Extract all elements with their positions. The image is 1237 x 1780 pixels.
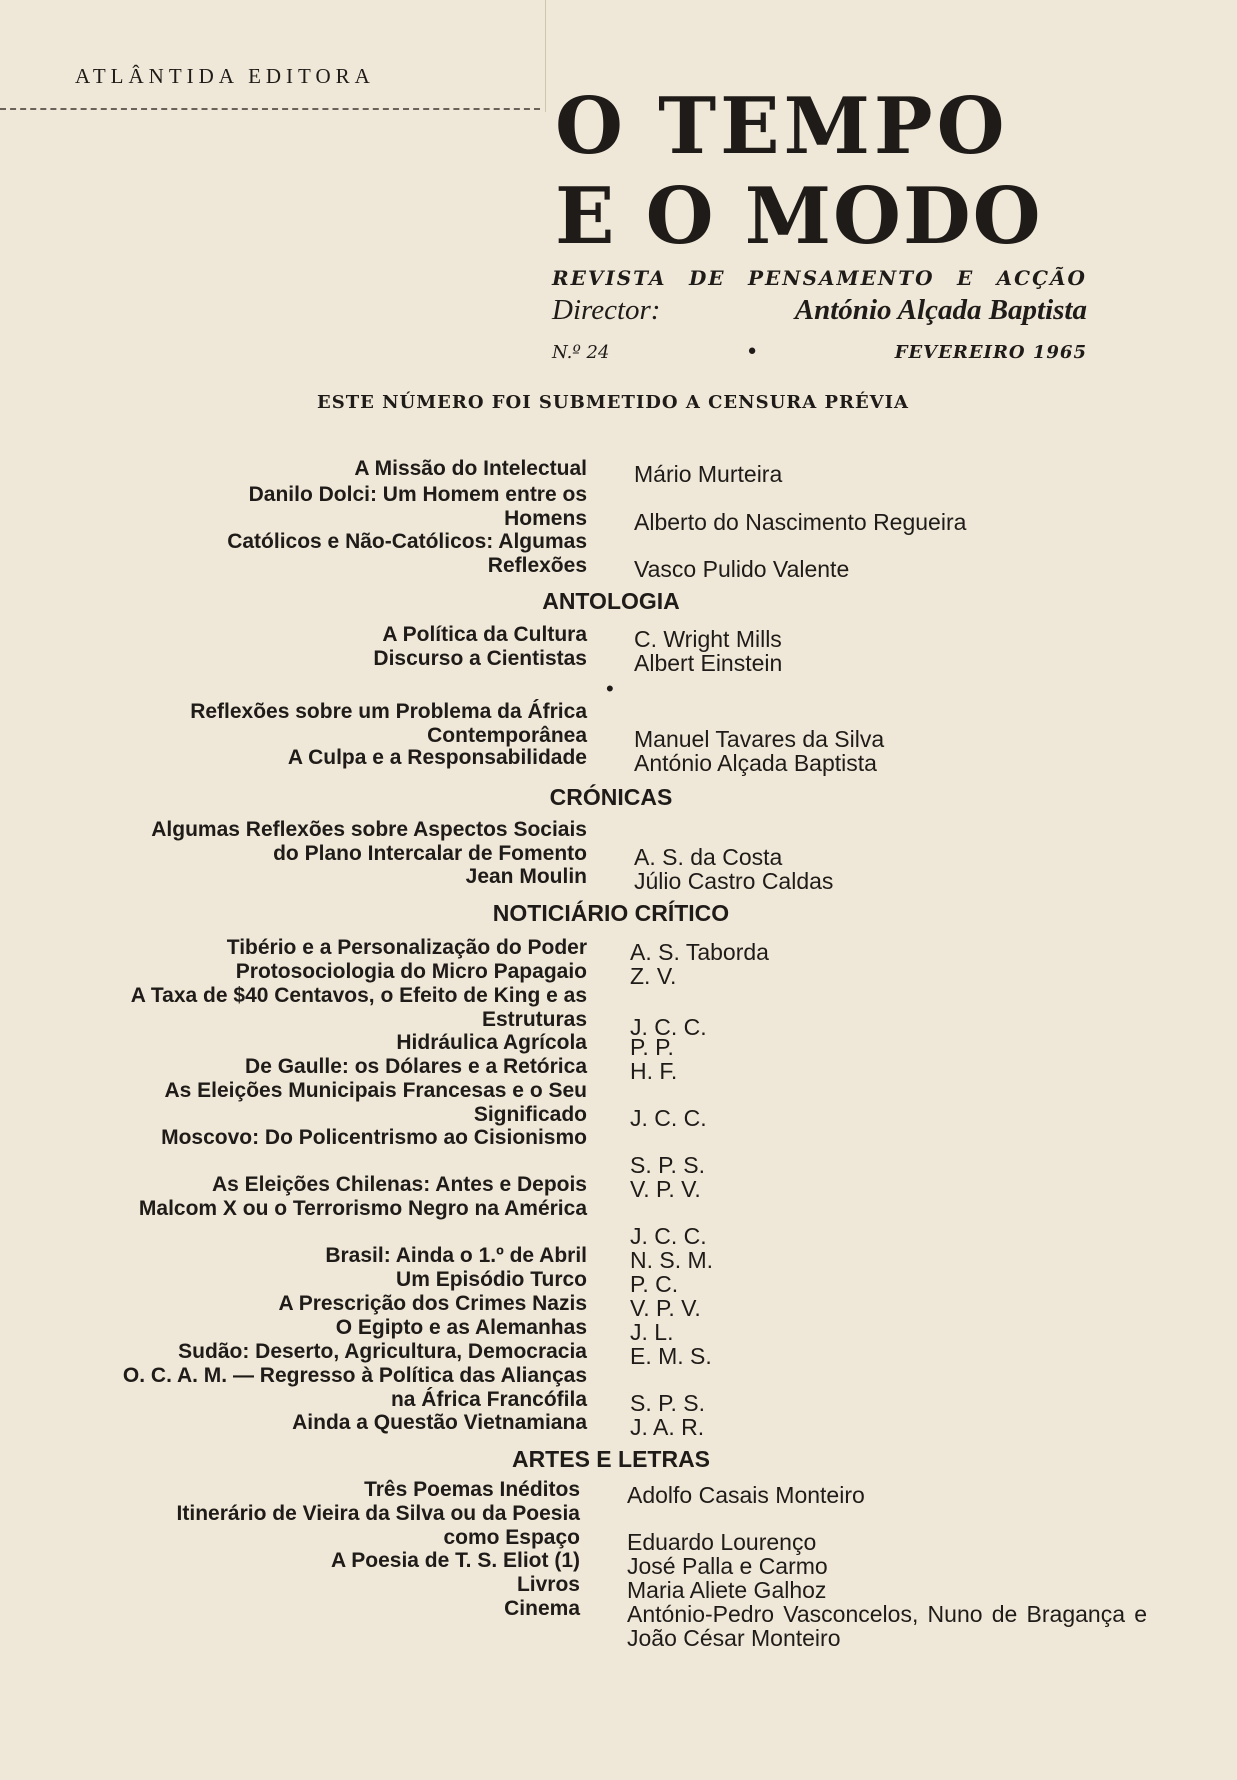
toc-entry-author: P. C. — [630, 1271, 679, 1297]
subtitle-word: PENSAMENTO — [748, 266, 935, 290]
toc-entry-author: Z. V. — [630, 963, 677, 989]
issue-separator-dot: • — [745, 340, 759, 365]
toc-entry-author: J. C. C. — [630, 1223, 707, 1249]
toc-entry-author: Mário Murteira — [634, 461, 783, 487]
toc-entry-title: Hidráulica Agrícola — [396, 1031, 587, 1054]
toc-entry-title: Ainda a Questão Vietnamiana — [292, 1411, 587, 1434]
masthead-subtitle — [552, 266, 1087, 290]
subtitle-word: REVISTA — [552, 266, 667, 290]
toc-entry-author: C. Wright Mills — [634, 626, 782, 652]
toc-entry-title: As Eleições Chilenas: Antes e Depois — [211, 1173, 587, 1196]
toc-entry-title: Moscovo: Do Policentrismo ao Cisionismo — [161, 1126, 587, 1149]
publisher-name: ATLÂNTIDA EDITORA — [75, 64, 375, 88]
issue-number: N.º 24 — [552, 342, 610, 363]
toc-entry-author: J. C. C. — [630, 1105, 707, 1131]
toc-entry-author: J. A. R. — [630, 1414, 705, 1440]
toc-entry-title: A Culpa e a Responsabilidade — [287, 746, 587, 769]
toc-entry-title: A Prescrição dos Crimes Nazis — [278, 1292, 587, 1315]
toc-entry-author: Albert Einstein — [634, 650, 783, 676]
issue-date: FEVEREIRO 1965 — [894, 342, 1087, 363]
toc-entry-author: Manuel Tavares da Silva — [634, 726, 885, 752]
toc-section-heading: NOTICIÁRIO CRÍTICO — [492, 900, 730, 926]
toc-entry-title: Sudão: Deserto, Agricultura, Democracia — [178, 1340, 587, 1363]
toc-entry-author: E. M. S. — [630, 1343, 712, 1369]
toc-entry-author: Júlio Castro Caldas — [634, 868, 834, 894]
toc-entry-author: H. F. — [630, 1058, 678, 1084]
toc-entry-author: J. L. — [630, 1319, 674, 1345]
toc-entry-title: Algumas Reflexões sobre Aspectos Sociais do Plano Intercalar de Fomento — [151, 818, 587, 865]
toc-entry-title: As Eleições Municipais Francesas e o Seu Significado — [164, 1079, 587, 1126]
toc-entry-title: Católicos e Não-Católicos: Algumas Reflexões — [227, 530, 587, 577]
toc-entry-author: V. P. V. — [630, 1295, 701, 1321]
toc-entry-author: Adolfo Casais Monteiro — [627, 1482, 865, 1508]
toc-entry-author: S. P. S. — [630, 1390, 706, 1416]
toc-entry-author: S. P. S. — [630, 1152, 706, 1178]
masthead-line-1: O TEMPO — [555, 81, 1009, 172]
toc-section-heading: ANTOLOGIA — [542, 588, 680, 614]
toc-section-heading: CRÓNICAS — [549, 784, 673, 810]
masthead-line-2: E O MODO — [555, 171, 1043, 262]
toc-entry-author: Alberto do Nascimento Regueira — [634, 509, 967, 535]
dashed-divider — [0, 108, 540, 110]
subtitle-word: DE — [688, 266, 726, 290]
toc-entry-title: De Gaulle: os Dólares e a Retórica — [245, 1055, 587, 1078]
censorship-note: ESTE NÚMERO FOI SUBMETIDO A CENSURA PRÉVIA — [316, 392, 910, 413]
toc-entry-author: A. S. da Costa — [634, 844, 783, 870]
toc-entry-author: P. P. — [630, 1034, 674, 1060]
toc-separator-dot: • — [606, 676, 614, 701]
publisher-label-box — [0, 0, 546, 112]
director-name: António Alçada Baptista — [794, 294, 1087, 326]
toc-entry-title: Malcom X ou o Terrorismo Negro na América — [138, 1197, 587, 1220]
issue-line — [552, 340, 1087, 365]
subtitle-word: E — [956, 266, 975, 290]
toc-entry-author: J. C. C. — [630, 1014, 707, 1040]
toc-entry-author: António Alçada Baptista — [634, 750, 877, 776]
toc-entry-title: O. C. A. M. — Regresso à Política das Alianças na África Francófila — [122, 1364, 587, 1411]
toc-entry-title: Três Poemas Inéditos — [364, 1478, 580, 1501]
toc-entry-title: A Política da Cultura — [382, 623, 587, 646]
toc-entry-title: Danilo Dolci: Um Homem entre os Homens — [248, 483, 587, 530]
toc-entry-title: Cinema — [504, 1597, 580, 1620]
toc-entry-author: Maria Aliete Galhoz — [627, 1577, 827, 1603]
toc-entry-author: N. S. M. — [630, 1247, 714, 1273]
toc-entry-title: Itinerário de Vieira da Silva ou da Poesia como Espaço — [176, 1502, 580, 1549]
toc-entry-title: Livros — [516, 1573, 580, 1596]
toc-entry-title: Um Episódio Turco — [396, 1268, 587, 1291]
toc-entry-author: Vasco Pulido Valente — [634, 556, 850, 582]
toc-entry-title: A Taxa de $40 Centavos, o Efeito de King e as Estruturas — [130, 984, 587, 1031]
toc-entry-title: A Poesia de T. S. Eliot (1) — [331, 1549, 580, 1572]
toc-entry-title: Protosociologia do Micro Papagaio — [235, 960, 587, 983]
toc-entry-title: O Egipto e as Alemanhas — [335, 1316, 587, 1339]
toc-entry-author: A. S. Taborda — [630, 939, 769, 965]
toc-entry-title: Tibério e a Personalização do Poder — [226, 936, 587, 959]
subtitle-word: ACÇÃO — [996, 266, 1087, 290]
director-line — [552, 294, 1087, 327]
toc-entry-author: António-Pedro Vasconcelos, Nuno de Bragança e João César Monteiro — [627, 1601, 1147, 1651]
toc-entry-author: José Palla e Carmo — [627, 1553, 828, 1579]
toc-entry-author: V. P. V. — [630, 1176, 701, 1202]
toc-entry-title: Reflexões sobre um Problema da África Contemporânea — [190, 700, 587, 747]
toc-entry-title: Jean Moulin — [465, 865, 587, 888]
toc-entry-title: Brasil: Ainda o 1.º de Abril — [325, 1244, 587, 1267]
director-label: Director: — [552, 294, 661, 326]
toc-entry-title: Discurso a Cientistas — [373, 647, 587, 670]
toc-entry-title: A Missão do Intelectual — [354, 457, 587, 480]
toc-entry-author: Eduardo Lourenço — [627, 1529, 817, 1555]
toc-section-heading: ARTES E LETRAS — [511, 1446, 711, 1472]
